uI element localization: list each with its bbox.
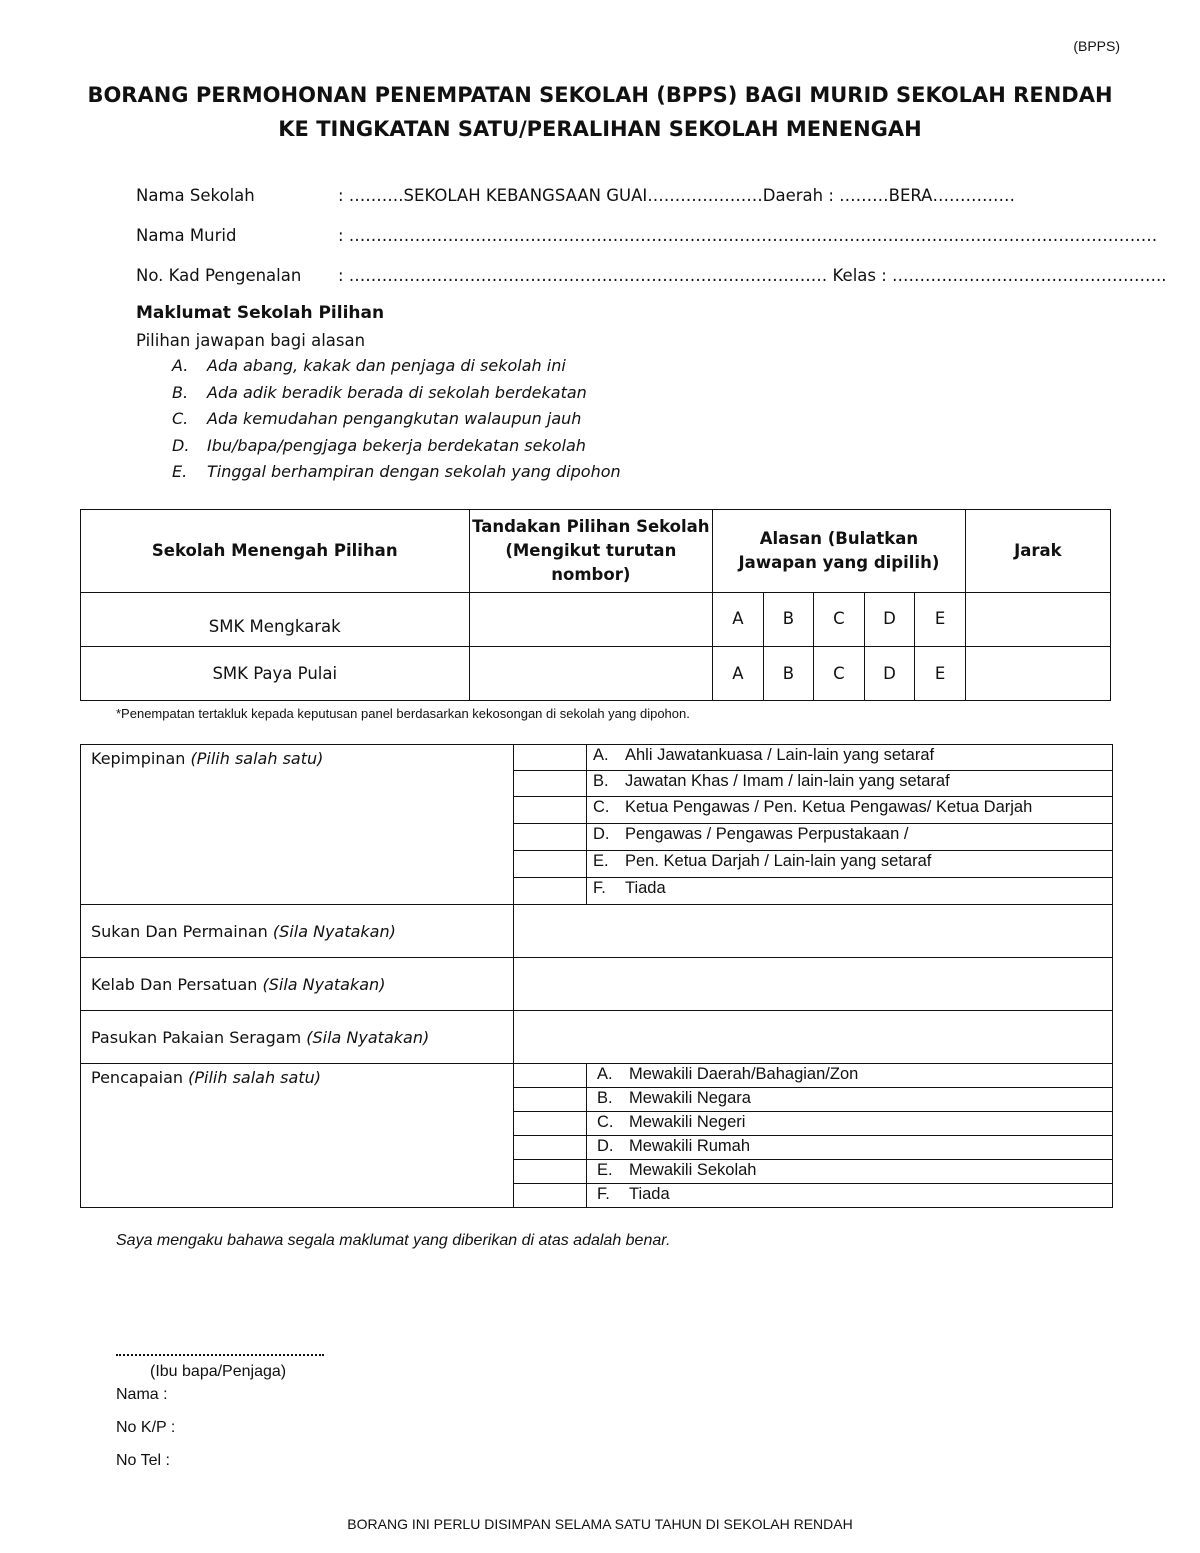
achievement-option-c[interactable]: C. Mewakili Negeri bbox=[587, 1112, 1113, 1136]
placement-note: *Penempatan tertakluk kepada keputusan panel berdasarkan kekosongan di sekolah yang dipohon. bbox=[116, 706, 690, 721]
achievement-option-a[interactable]: A. Mewakili Daerah/Bahagian/Zon bbox=[587, 1064, 1113, 1088]
student-name-field[interactable]: : ………………………………………………………………………………………………………………………………… bbox=[338, 226, 1158, 245]
tick-cell[interactable] bbox=[514, 1184, 587, 1208]
ic-label: No. Kad Pengenalan bbox=[136, 266, 302, 285]
distance-cell[interactable] bbox=[965, 647, 1110, 701]
leadership-label: Kepimpinan (Pilih salah satu) bbox=[81, 745, 514, 905]
header-reason: Alasan (Bulatkan Jawapan yang dipilih) bbox=[713, 510, 966, 593]
option-c[interactable]: C bbox=[814, 593, 865, 647]
table-row bbox=[81, 905, 1113, 958]
student-name-label: Nama Murid bbox=[136, 226, 237, 245]
leadership-option-e[interactable]: E. Pen. Ketua Darjah / Lain-lain yang setaraf bbox=[587, 851, 1113, 878]
mark-cell[interactable] bbox=[469, 593, 713, 647]
option-b[interactable]: B bbox=[763, 593, 814, 647]
student-name-row bbox=[136, 226, 1157, 245]
leadership-option-c[interactable]: C. Ketua Pengawas / Pen. Ketua Pengawas/ Ketua Darjah bbox=[587, 797, 1113, 824]
leadership-option-f[interactable]: F. Tiada bbox=[587, 878, 1113, 905]
header-distance: Jarak bbox=[965, 510, 1110, 593]
option-a[interactable]: A bbox=[713, 647, 764, 701]
parent-name-label: Nama : bbox=[116, 1386, 168, 1403]
school-cell: SMK Mengkarak bbox=[81, 593, 470, 647]
footer-note: BORANG INI PERLU DISIMPAN SELAMA SATU TAHUN DI SEKOLAH RENDAH bbox=[347, 1516, 853, 1532]
parent-ic-label: No K/P : bbox=[116, 1419, 176, 1436]
list-item: B. Ada adik beradik berada di sekolah berdekatan bbox=[172, 382, 587, 402]
sports-label: Sukan Dan Permainan (Sila Nyatakan) bbox=[81, 905, 514, 958]
uniform-input[interactable] bbox=[514, 1011, 1113, 1064]
leadership-option-b[interactable]: B. Jawatan Khas / Imam / lain-lain yang setaraf bbox=[587, 771, 1113, 797]
section-heading: Maklumat Sekolah Pilihan bbox=[136, 303, 385, 323]
tick-cell[interactable] bbox=[514, 878, 587, 905]
option-d[interactable]: D bbox=[864, 593, 915, 647]
ic-class-field[interactable]: : …………………………………………………………………………… Kelas : ………………………………………….. bbox=[338, 266, 1167, 285]
option-d[interactable]: D bbox=[864, 647, 915, 701]
tick-cell[interactable] bbox=[514, 1160, 587, 1184]
option-e[interactable]: E bbox=[915, 593, 965, 647]
table-row bbox=[81, 745, 1113, 771]
ic-row bbox=[136, 266, 1167, 285]
list-item: D. Ibu/bapa/pengjaga bekerja berdekatan sekolah bbox=[172, 435, 586, 455]
option-a[interactable]: A bbox=[713, 593, 764, 647]
tick-cell[interactable] bbox=[514, 1136, 587, 1160]
activity-table bbox=[80, 744, 1113, 1208]
header-mark: Tandakan Pilihan Sekolah (Mengikut turutan nombor) bbox=[469, 510, 713, 593]
clubs-input[interactable] bbox=[514, 958, 1113, 1011]
achievement-label: Pencapaian (Pilih salah satu) bbox=[81, 1064, 514, 1208]
achievement-option-f[interactable]: F. Tiada bbox=[587, 1184, 1113, 1208]
list-item: E. Tinggal berhampiran dengan sekolah yang dipohon bbox=[172, 462, 621, 481]
header-school: Sekolah Menengah Pilihan bbox=[81, 510, 470, 593]
sports-input[interactable] bbox=[514, 905, 1113, 958]
reason-subheading: Pilihan jawapan bagi alasan bbox=[136, 331, 366, 350]
distance-cell[interactable] bbox=[965, 593, 1110, 647]
school-name-value[interactable]: : ……….SEKOLAH KEBANGSAAN GUAI…………………Daerah : ………BERA…………… bbox=[338, 186, 1015, 205]
signature-line[interactable] bbox=[116, 1346, 324, 1356]
tick-cell[interactable] bbox=[514, 1064, 587, 1088]
signature-caption: (Ibu bapa/Penjaga) bbox=[150, 1363, 287, 1380]
table-row bbox=[81, 958, 1113, 1011]
tick-cell[interactable] bbox=[514, 745, 587, 771]
option-b[interactable]: B bbox=[763, 647, 814, 701]
table-row bbox=[81, 1011, 1113, 1064]
option-c[interactable]: C bbox=[814, 647, 865, 701]
parent-phone-label: No Tel : bbox=[116, 1452, 170, 1469]
mark-cell[interactable] bbox=[469, 647, 713, 701]
list-item: C. Ada kemudahan pengangkutan walaupun jauh bbox=[172, 409, 582, 428]
option-e[interactable]: E bbox=[915, 647, 965, 701]
title-line-1: BORANG PERMOHONAN PENEMPATAN SEKOLAH (BPPS) BAGI MURID SEKOLAH RENDAH bbox=[87, 83, 1113, 107]
tick-cell[interactable] bbox=[514, 797, 587, 824]
table-row bbox=[81, 647, 1111, 701]
school-cell: SMK Paya Pulai bbox=[81, 647, 470, 701]
reason-list bbox=[172, 356, 621, 489]
tick-cell[interactable] bbox=[514, 851, 587, 878]
leadership-option-d[interactable]: D. Pengawas / Pengawas Perpustakaan / bbox=[587, 824, 1113, 851]
school-choice-table bbox=[80, 509, 1111, 701]
tick-cell[interactable] bbox=[514, 1088, 587, 1112]
form-code: (BPPS) bbox=[1073, 38, 1120, 54]
achievement-option-d[interactable]: D. Mewakili Rumah bbox=[587, 1136, 1113, 1160]
tick-cell[interactable] bbox=[514, 1112, 587, 1136]
achievement-option-b[interactable]: B. Mewakili Negara bbox=[587, 1088, 1113, 1112]
title-line-2: KE TINGKATAN SATU/PERALIHAN SEKOLAH MENENGAH bbox=[278, 117, 922, 141]
clubs-label: Kelab Dan Persatuan (Sila Nyatakan) bbox=[81, 958, 514, 1011]
table-header-row bbox=[81, 510, 1111, 593]
leadership-option-a[interactable]: A. Ahli Jawatankuasa / Lain-lain yang setaraf bbox=[587, 745, 1113, 771]
page-title bbox=[0, 78, 1200, 146]
table-row bbox=[81, 593, 1111, 647]
table-row bbox=[81, 1064, 1113, 1088]
declaration: Saya mengaku bahawa segala maklumat yang diberikan di atas adalah benar. bbox=[116, 1232, 671, 1249]
list-item: A. Ada abang, kakak dan penjaga di sekolah ini bbox=[172, 356, 566, 375]
school-name-row bbox=[136, 186, 1015, 205]
tick-cell[interactable] bbox=[514, 771, 587, 797]
tick-cell[interactable] bbox=[514, 824, 587, 851]
uniform-label: Pasukan Pakaian Seragam (Sila Nyatakan) bbox=[81, 1011, 514, 1064]
achievement-option-e[interactable]: E. Mewakili Sekolah bbox=[587, 1160, 1113, 1184]
school-name-label: Nama Sekolah bbox=[136, 186, 255, 205]
